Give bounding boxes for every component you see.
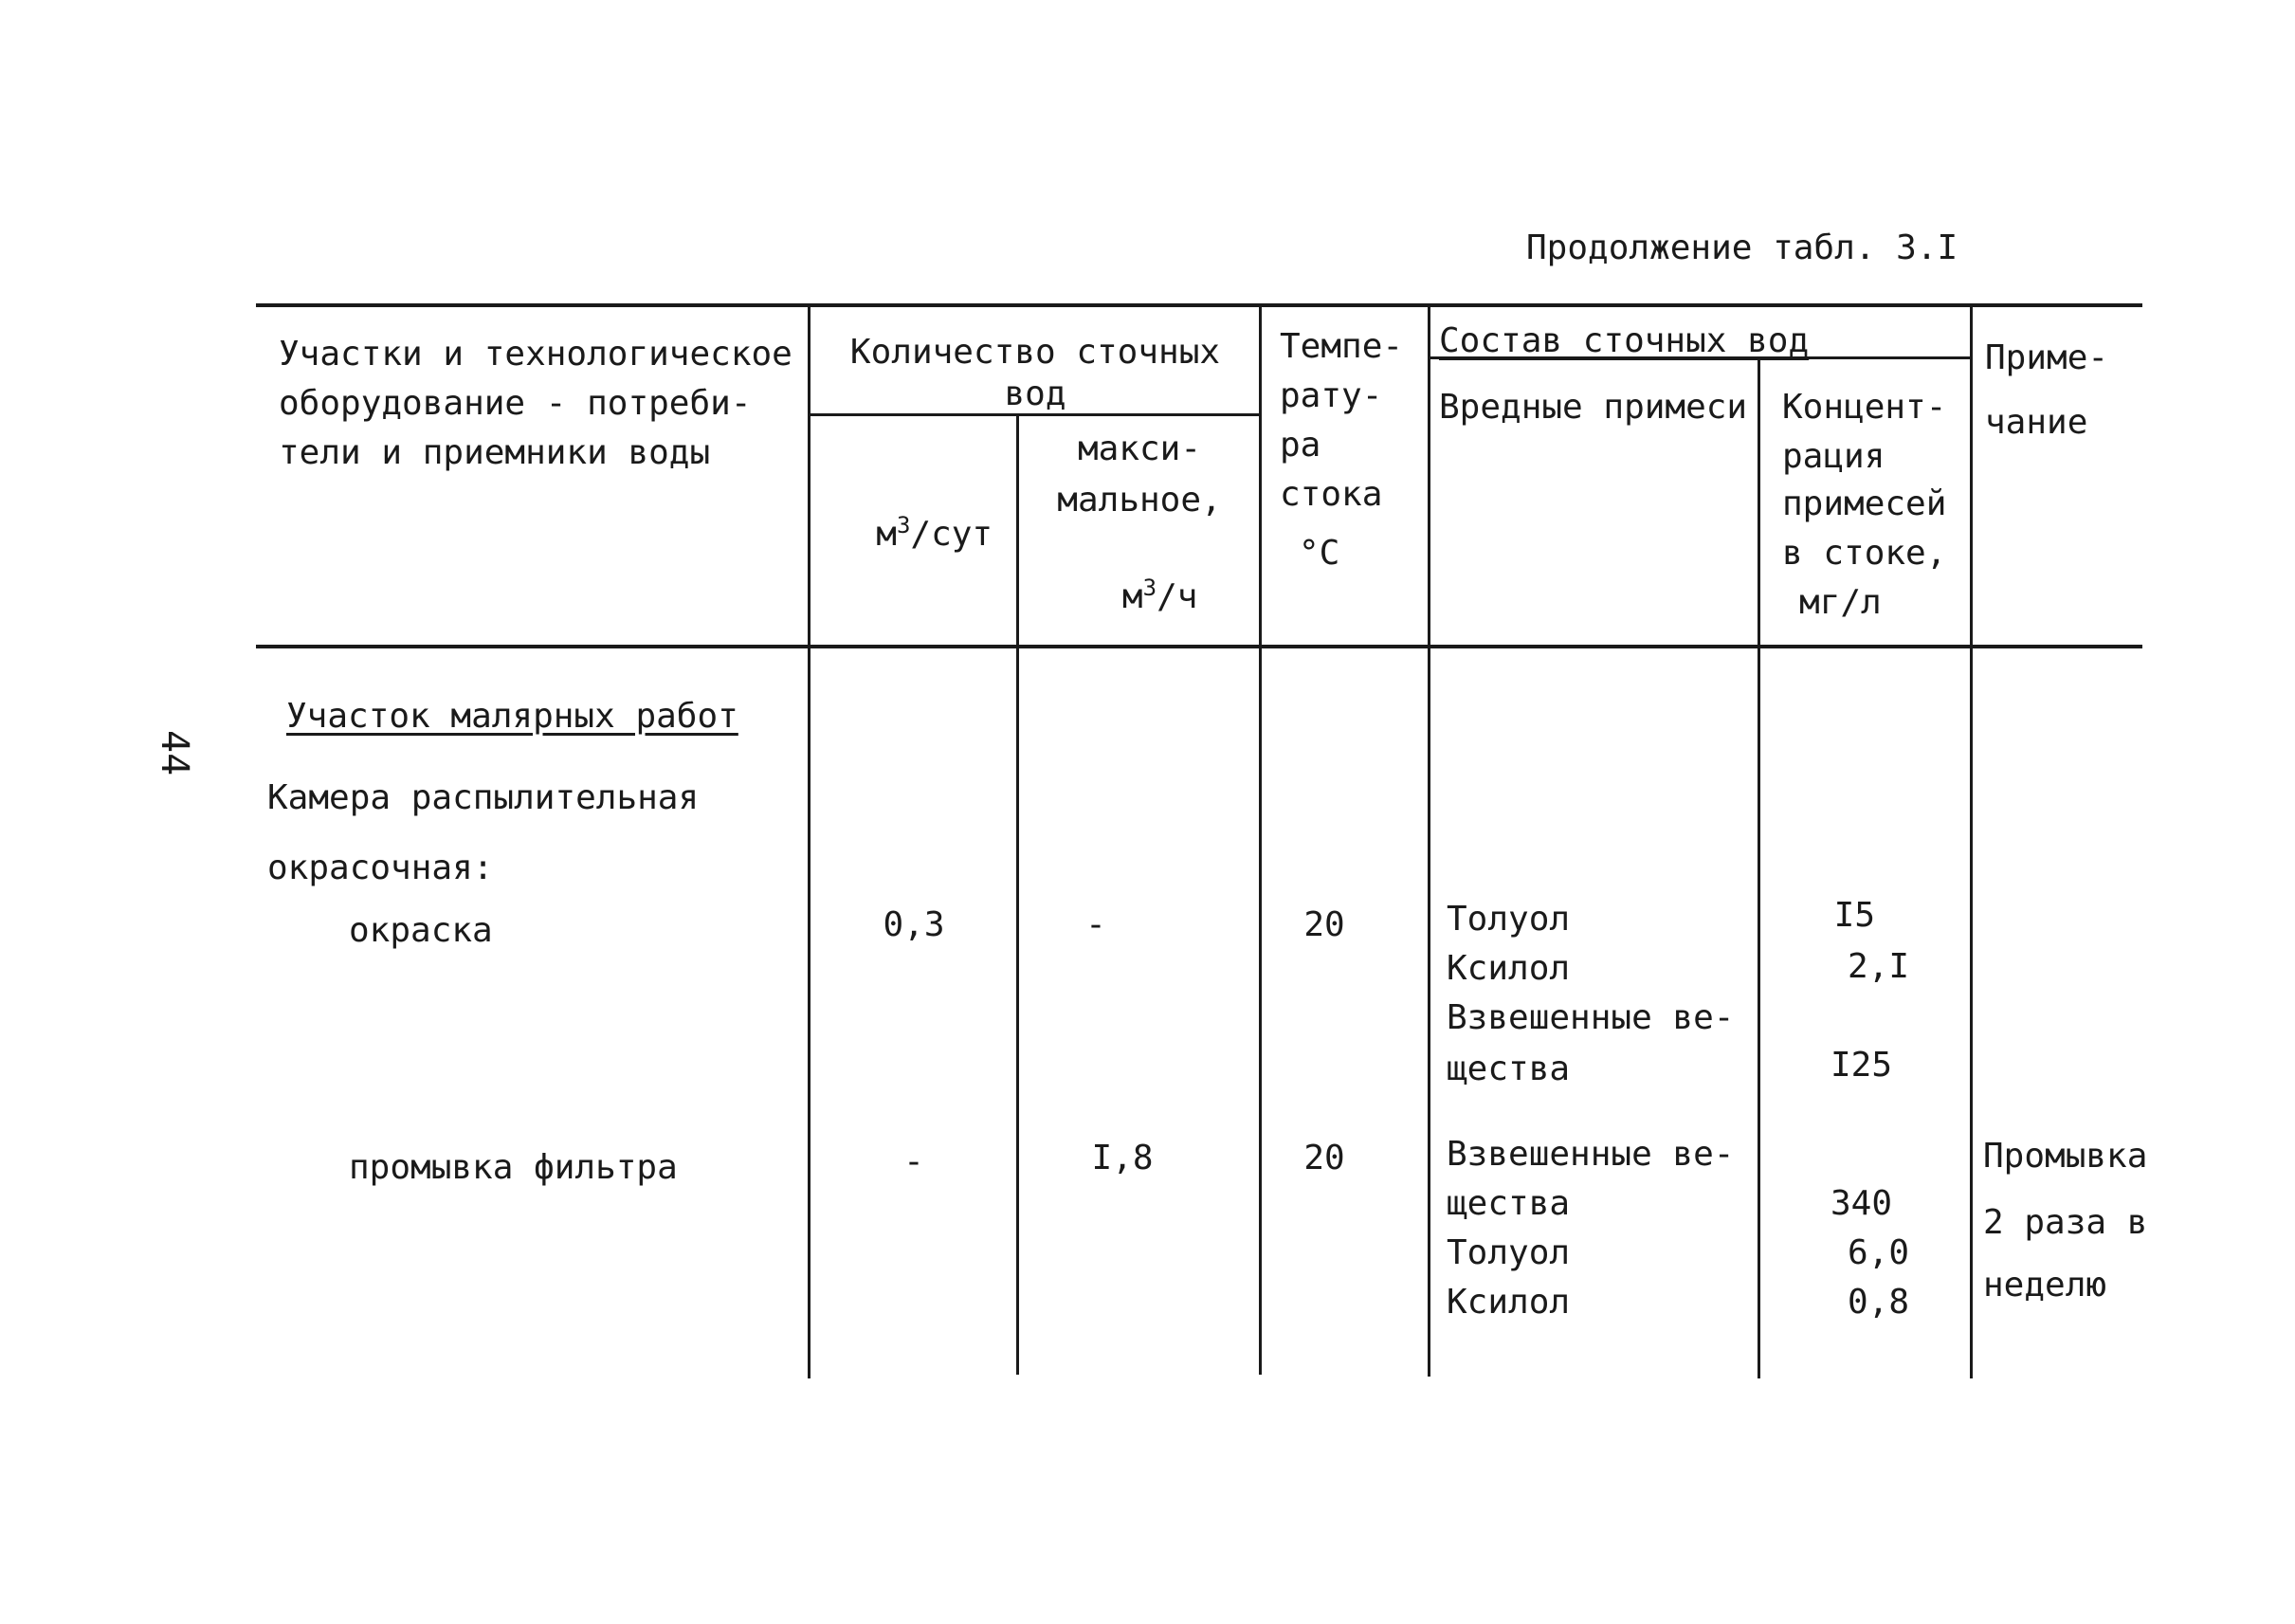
row-concentration: 340 [1830,1184,1892,1223]
row-max: I,8 [1091,1139,1154,1177]
row-impurity: Толуол [1447,1233,1571,1272]
header-qty-max-line: мальное, [1057,481,1222,520]
col-divider-3 [1259,305,1262,1375]
header-col-equipment-line: Участки и технологическое [279,335,792,374]
header-bottom-rule [256,645,2142,648]
row-name: промывка фильтра [349,1148,678,1187]
header-temperature-line: стока [1280,475,1383,514]
row-impurity: щества [1447,1184,1571,1223]
header-temperature-line: ра [1280,426,1321,465]
row-impurity: щества [1447,1049,1571,1088]
row-note: 2 раза в [1983,1203,2148,1242]
row-temp: 20 [1303,1139,1345,1177]
row-note: неделю [1983,1266,2107,1305]
row-concentration: 2,I [1847,947,1909,986]
header-col-equipment-line: оборудование - потреби- [279,384,752,423]
table-caption: Продолжение табл. 3.I [1526,228,1958,267]
header-qty-per-day: $м^3$/сут [876,512,993,554]
header-temperature-line: Темпе- [1280,327,1404,366]
header-col-equipment-line: тели и приемники воды [279,433,711,472]
row-impurity: Толуол [1447,900,1571,939]
header-note-line: чание [1985,403,2088,442]
header-concentration-line: рация [1782,437,1885,476]
col-divider-6 [1970,305,1973,1378]
row-concentration: 6,0 [1847,1233,1909,1272]
header-concentration-line: в стоке, [1782,534,1947,573]
row-impurity: Взвешенные ве- [1447,1135,1735,1174]
equipment-name-line: окрасочная: [267,848,494,887]
row-name: окраска [349,911,493,950]
page-number: 44 [153,730,196,776]
header-note-line: Приме- [1985,338,2109,377]
row-max: - [1085,905,1106,944]
row-concentration: I5 [1833,896,1875,935]
header-concentration-line: мг/л [1799,583,1882,622]
row-impurity: Взвешенные ве- [1447,998,1735,1037]
row-concentration: 0,8 [1847,1283,1909,1322]
header-temperature-line: рату- [1280,376,1383,415]
row-impurity: Ксилол [1447,949,1571,988]
header-qty-max-unit: $м^3/ч$ [1121,575,1198,616]
col-divider-2 [1016,415,1019,1375]
header-composition-group: Состав сточных вод [1439,321,1810,360]
header-concentration-line: примесей [1782,484,1947,523]
header-temperature-unit: °C [1299,534,1340,573]
header-quantity-group-tail: вод [1004,374,1066,413]
row-per-day: - [903,1142,924,1181]
row-concentration: I25 [1830,1046,1892,1085]
col-divider-1 [808,305,811,1378]
equipment-name-line: Камера распылительная [267,778,700,817]
top-rule [256,303,2142,307]
header-quantity-group: Количество сточных [849,333,1221,372]
row-per-day: 0,3 [883,905,945,944]
col-divider-5 [1758,358,1760,1378]
col-divider-4 [1428,305,1430,1377]
row-note: Промывка [1983,1137,2148,1176]
header-harmful-impurities: Вредные примеси [1439,388,1748,427]
header-qty-max-line: макси- [1077,429,1202,468]
row-impurity: Ксилол [1447,1283,1571,1322]
section-title: Участок малярных работ [286,697,738,736]
header-concentration-line: Концент- [1782,388,1947,427]
row-temp: 20 [1303,905,1345,944]
